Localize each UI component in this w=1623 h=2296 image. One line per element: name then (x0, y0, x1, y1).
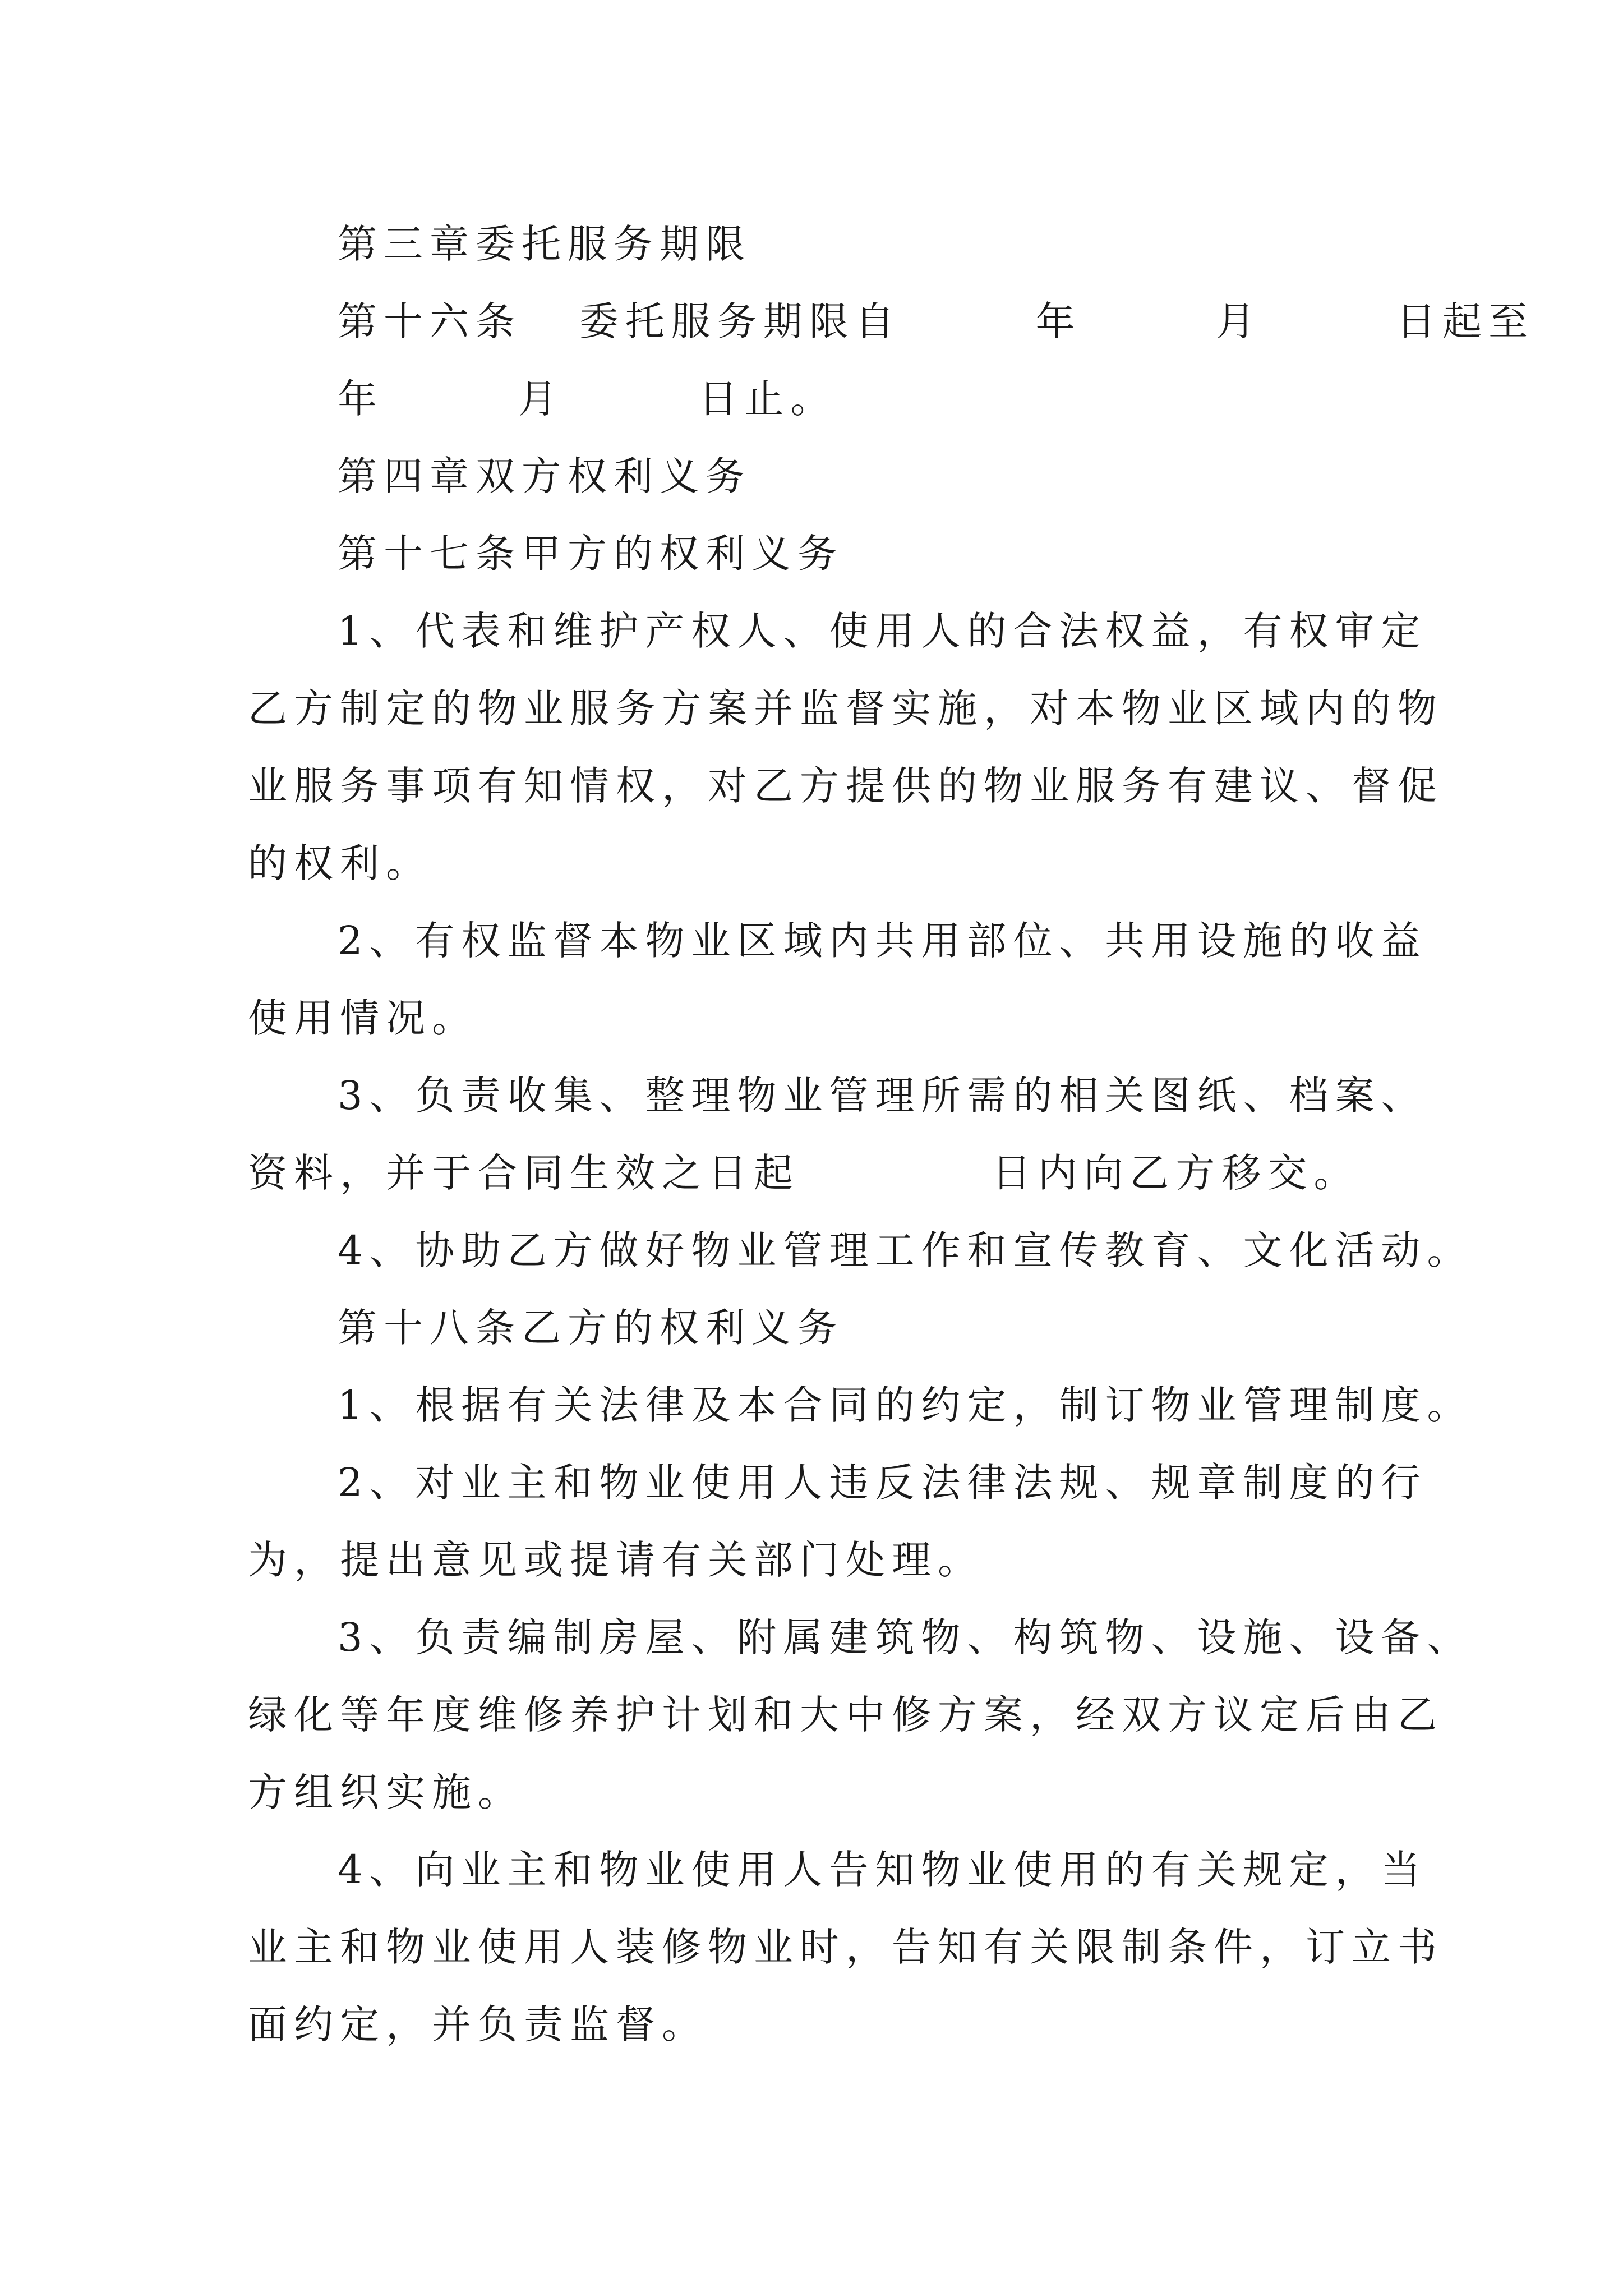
a17-clause-4-line-1: 4、协助乙方做好物业管理工作和宣传教育、文化活动。 (338, 1227, 1473, 1273)
article-16-line-2: 年 月 日止。 (338, 376, 837, 422)
chapter-4-heading: 第四章双方权利义务 (338, 453, 751, 499)
a18-clause-4-line-2: 业主和物业使用人装修物业时，告知有关限制条件，订立书 (248, 1924, 1444, 1970)
chapter-3-heading: 第三章委托服务期限 (338, 221, 751, 267)
article-16-line-1: 第十六条 委托服务期限自 年 月 日起至 (338, 298, 1535, 344)
a18-clause-1-line-1: 1、根据有关法律及本合同的约定，制订物业管理制度。 (338, 1382, 1473, 1428)
a18-clause-2-line-2: 为，提出意见或提请有关部门处理。 (248, 1537, 984, 1583)
a18-clause-3-line-1: 3、负责编制房屋、附属建筑物、构筑物、设施、设备、 (338, 1614, 1473, 1660)
a18-clause-2-line-1: 2、对业主和物业使用人违反法律法规、规章制度的行 (338, 1460, 1427, 1506)
a18-clause-3-line-2: 绿化等年度维修养护计划和大中修方案，经双方议定后由乙 (248, 1692, 1444, 1738)
a17-clause-3-line-2: 资料，并于合同生效之日起 日内向乙方移交。 (248, 1150, 1360, 1196)
a17-clause-1-line-3: 业服务事项有知情权，对乙方提供的物业服务有建议、督促 (248, 763, 1444, 809)
a17-clause-3-line-1: 3、负责收集、整理物业管理所需的相关图纸、档案、 (338, 1073, 1427, 1119)
a17-clause-1-line-4: 的权利。 (248, 840, 432, 886)
a17-clause-2-line-2: 使用情况。 (248, 995, 478, 1041)
a17-clause-2-line-1: 2、有权监督本物业区域内共用部位、共用设施的收益 (338, 918, 1427, 964)
article-18-heading: 第十八条乙方的权利义务 (338, 1305, 843, 1351)
a18-clause-3-line-3: 方组织实施。 (248, 1769, 524, 1815)
a18-clause-4-line-1: 4、向业主和物业使用人告知物业使用的有关规定，当 (338, 1847, 1427, 1893)
a17-clause-1-line-1: 1、代表和维护产权人、使用人的合法权益，有权审定 (338, 608, 1427, 654)
a17-clause-1-line-2: 乙方制定的物业服务方案并监督实施，对本物业区域内的物 (248, 685, 1444, 731)
article-17-heading: 第十七条甲方的权利义务 (338, 531, 843, 577)
a18-clause-4-line-3: 面约定，并负责监督。 (248, 2001, 708, 2047)
